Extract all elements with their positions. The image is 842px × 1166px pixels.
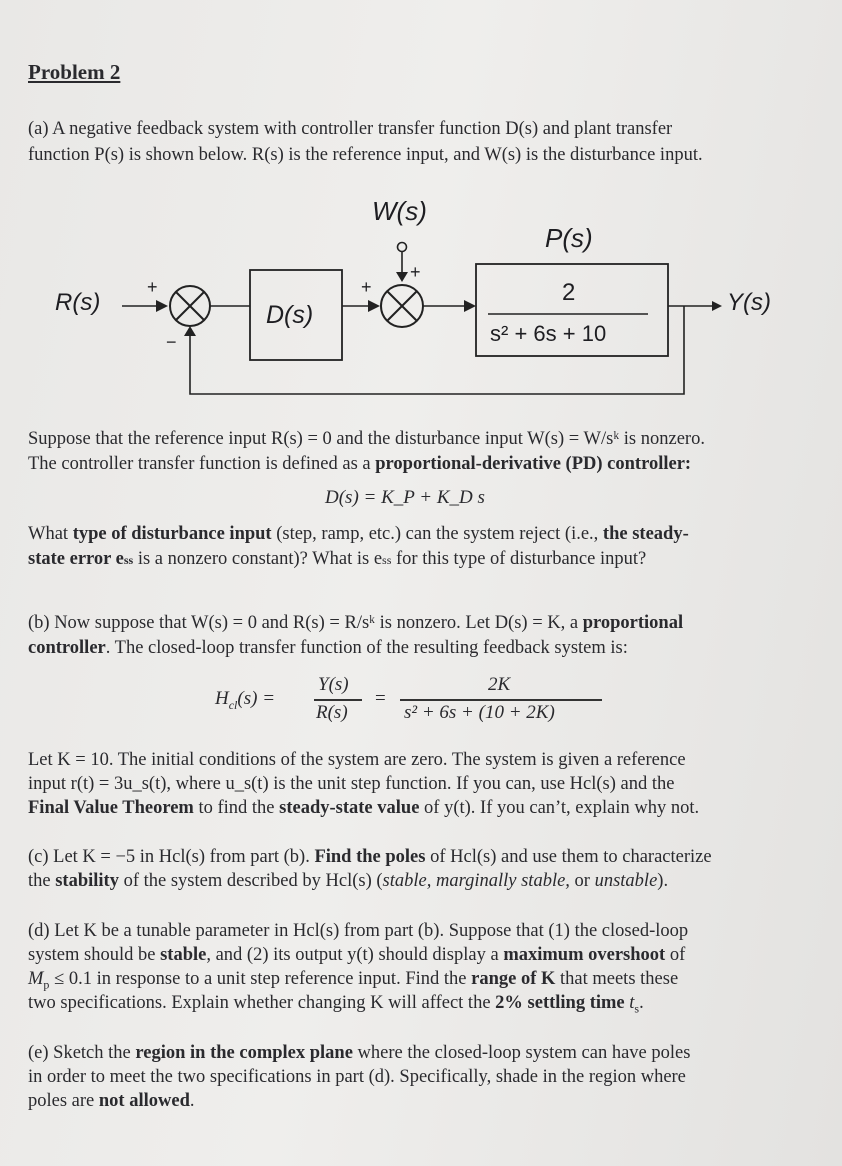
pd-controller-equation: D(s) = K_P + K_D s xyxy=(325,487,485,508)
reference-arrowhead xyxy=(156,300,168,312)
summing-junction-2 xyxy=(381,285,423,327)
sum1-plus-sign: + xyxy=(147,277,158,297)
feedback-path xyxy=(190,306,684,394)
fraction-2-bar xyxy=(400,699,602,701)
part-c-line-2: the stability of the system described by Hcl(s) (stable, marginally stable, or unstable). xyxy=(28,871,669,891)
fraction-1-denominator: R(s) xyxy=(316,702,348,723)
controller-label: D(s) xyxy=(266,301,314,329)
fraction-1-numerator: Y(s) xyxy=(318,674,349,695)
part-d-line-3: $M_p \le 0.1$ in response to a unit step reference input. Find the range of K that meets these xyxy=(28,969,679,992)
sum1-minus-sign: − xyxy=(166,332,177,352)
controller-to-sum2-arrowhead xyxy=(368,300,380,312)
reference-label: R(s) xyxy=(55,289,101,316)
part-b-line-2: controller. The closed-loop transfer function of the resulting feedback system is: xyxy=(28,638,628,658)
part-a-controller-line: The controller transfer function is defined as a proportional-derivative (PD) controller: xyxy=(28,454,692,474)
hcl-label: $H_{cl}(s)$ = xyxy=(215,688,276,712)
part-d-line-1: (d) Let K be a tunable parameter in Hcl(s) from part (b). Suppose that (1) the closed-loop xyxy=(28,921,689,941)
problem-title: Problem 2 xyxy=(28,60,121,84)
sum2-plus-sign: + xyxy=(361,277,372,297)
part-a-line-1: (a) A negative feedback system with controller transfer function D(s) and plant transfer xyxy=(28,119,673,139)
part-c-line-1: (c) Let K = −5 in Hcl(s) from part (b). Find the poles of Hcl(s) and use them to characterize xyxy=(28,847,712,867)
fraction-1-bar xyxy=(314,699,362,701)
equals-sign: = xyxy=(375,688,386,709)
part-b-line-1: (b) Now suppose that W(s) = 0 and R(s) = R/sᵏ is nonzero. Let D(s) = K, a proportional xyxy=(28,613,684,633)
part-a-disturbance-line: Suppose that the reference input R(s) = 0 and the disturbance input W(s) = W/sᵏ is nonzero. xyxy=(28,429,705,449)
part-e-line-1: (e) Sketch the region in the complex plane where the closed-loop system can have poles xyxy=(28,1043,691,1063)
part-e-line-3: poles are not allowed. xyxy=(28,1091,195,1111)
sum2-to-plant-arrowhead xyxy=(464,300,476,312)
output-label: Y(s) xyxy=(727,289,771,316)
closed-loop-equation xyxy=(0,670,842,730)
part-b-line-5: Final Value Theorem to find the steady-state value of y(t). If you can’t, explain why not. xyxy=(28,798,700,818)
disturbance-arrowhead xyxy=(396,272,408,282)
plant-numerator: 2 xyxy=(562,279,576,306)
part-d-line-2: system should be stable, and (2) its output y(t) should display a maximum overshoot of xyxy=(28,945,686,965)
part-a-question-line-2: state error ess is a nonzero constant)? What is ess for this type of disturbance input? xyxy=(28,549,647,569)
output-arrowhead xyxy=(712,301,722,311)
part-b-line-3: Let K = 10. The initial conditions of the system are zero. The system is given a reference xyxy=(28,750,686,770)
fraction-2-numerator: 2K xyxy=(488,674,511,695)
fraction-2-denominator: s² + 6s + (10 + 2K) xyxy=(404,702,555,723)
part-d-line-4: two specifications. Explain whether changing K will affect the 2% settling time $t_s$. xyxy=(28,993,644,1016)
plant-denominator: s² + 6s + 10 xyxy=(490,321,607,346)
feedback-arrowhead xyxy=(184,326,196,336)
part-a-question-line-1: What type of disturbance input (step, ramp, etc.) can the system reject (i.e., the steady- xyxy=(28,524,689,544)
part-b-line-4: input r(t) = 3u_s(t), where u_s(t) is the unit step function. If you can, use Hcl(s) and the xyxy=(28,774,675,794)
disturbance-input-node xyxy=(398,243,407,252)
summing-junction-1 xyxy=(170,286,210,326)
plant-label: P(s) xyxy=(545,223,593,253)
block-diagram xyxy=(0,190,842,410)
part-e-line-2: in order to meet the two specifications in part (d). Specifically, shade in the region where xyxy=(28,1067,686,1087)
disturbance-label: W(s) xyxy=(372,196,427,226)
disturbance-plus-sign: + xyxy=(410,262,421,282)
part-a-line-2: function P(s) is shown below. R(s) is the reference input, and W(s) is the disturbance input. xyxy=(28,145,703,165)
